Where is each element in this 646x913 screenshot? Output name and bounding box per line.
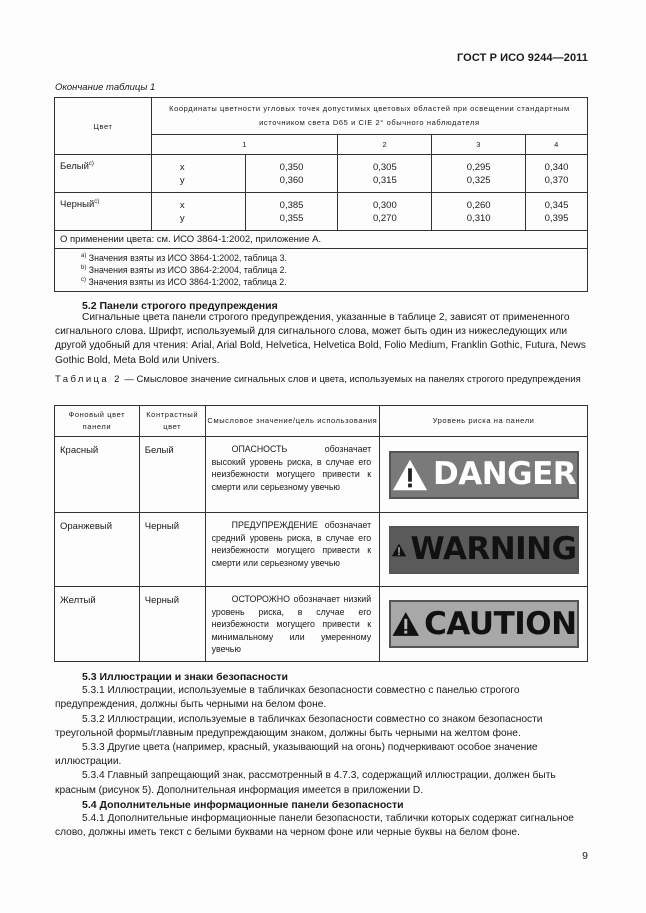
section-5-4-title: 5.4 Дополнительные информационные панели безопасности [82,798,404,811]
table-cell: Черный [139,587,205,662]
table-cell [380,587,588,662]
footnote: $^{a)}$ Значения взяты из ИСО 3864-1:2002, таблица 3. [81,253,287,263]
table-cell: 0,260 0,310 [432,193,526,231]
table-cell [380,437,588,513]
row-name-white: Белый$^{c)}$ [55,155,152,193]
col-header-2: 2 [338,135,432,155]
page-number: 9 [582,850,588,862]
paragraph: 5.3.2 Иллюстрации, используемые в табличках безопасности совместно со знаком безопасности треугольной формы/главным предупреждающим знаком, должны быть черными на желтом фоне. [55,713,543,739]
col-header-1: 1 [151,135,338,155]
table-cell: 0,340 0,370 [526,155,588,193]
table-cell: Оранжевый [55,513,140,587]
t2-header-level: Уровень риска на панели [380,406,588,437]
warning-triangle-icon [391,606,421,642]
t2-header-bg: Фоновый цвет панели [55,406,140,437]
sections-5-3-5-4 [55,670,590,840]
table-cell: 0,305 0,315 [338,155,432,193]
danger-sign [389,451,579,499]
xy-labels: x y [151,193,245,231]
sign-word: CAUTION [424,605,577,642]
col-header-4: 4 [526,135,588,155]
table1-note: О применении цвета: см. ИСО 3864-1:2002, приложение А. [55,231,588,249]
footnote: $^{b)}$ Значения взяты из ИСО 3864-2:2004, таблица 2. [81,265,287,275]
table-cell: Белый [139,437,205,513]
row-name-black: Черный$^{c)}$ [55,193,152,231]
footnote: $^{c)}$ Значения взяты из ИСО 3864-1:2002, таблица 2. [81,277,287,287]
table-cell: ОСТОРОЖНО обозначает низкий уровень риска, в случае его неизбежности могущего привести к минимальному или умеренному увечью [205,587,380,662]
section-5-3-title: 5.3 Иллюстрации и знаки безопасности [82,671,288,683]
xy-labels: x y [151,155,245,193]
caution-sign [389,600,579,648]
table-cell: 0,345 0,395 [526,193,588,231]
paragraph: 5.3.1 Иллюстрации, используемые в табличках безопасности совместно с панелью строгого предупреждения, должны быть черными на белом фоне. [55,685,520,711]
paragraph: 5.4.1 Дополнительные информационные панели безопасности, таблички которых содержат сигнальное слово, должны иметь текст с белыми буквами на черном фоне или черные буквы на белом фоне. [55,813,574,839]
table-cell: ПРЕДУПРЕЖДЕНИЕ обозначает средний уровень риска, в случае его неизбежности могущего привести к смерти или серьезному увечью [205,513,380,587]
t2-header-contrast: Контрастный цвет [139,406,205,437]
sign-word: DANGER [432,456,577,492]
standard-header: ГОСТ Р ИСО 9244—2011 [456,52,588,64]
warning-triangle-icon [391,532,407,568]
table2-caption: Таблица 2 — Смысловое значение сигнальных слов и цвета, используемых на панелях строгого предупреждения [55,374,581,385]
table-cell: 0,350 0,360 [245,155,338,193]
sign-word: WARNING [410,531,577,567]
t2-header-meaning: Смысловое значение/цель использования [205,406,380,437]
table-cell [380,513,588,587]
table-cell: ОПАСНОСТЬ обозначает высокий уровень риска, в случае его неизбежности могущего привести к смерти или серьезному увечью [205,437,380,513]
warning-triangle-icon [391,457,429,493]
table-cell: 0,385 0,355 [245,193,338,231]
table-cell: Желтый [55,587,140,662]
warning-sign [389,526,579,574]
col-color-header: Цвет [55,98,152,155]
table1-caption: Окончание таблицы 1 [55,82,156,93]
col-header-3: 3 [432,135,526,155]
table1-footnotes [55,249,588,292]
coords-header: Координаты цветности угловых точек допустимых цветовых областей при освещении стандартным источником света D65 и CIE 2° обычного наблюдателя [151,98,587,135]
table2 [54,405,588,662]
table-cell: Черный [139,513,205,587]
section-5-2-title: 5.2 Панели строгого предупреждения [82,300,278,312]
paragraph: 5.3.4 Главный запрещающий знак, рассмотренный в 4.7.3, содержащий иллюстрации, должен быть красным (рисунок 5). Дополнительная информация имеется в приложении D. [55,770,556,796]
table-cell: 0,300 0,270 [338,193,432,231]
table-cell: 0,295 0,325 [432,155,526,193]
section-5-2-body: Сигнальные цвета панели строгого предупреждения, указанные в таблице 2, зависят от примененного сигнального слова. Шрифт, используемый для сигнального слова, может быть один из нижеследующих или другой удобный для чтения: Arial, Arial Bold, Helvetica, Helvetica Bold, Folio Medium, Franklin Gothic, Futura, News Gothic Bold, Meta Bold или Univers. [55,312,586,366]
table-cell: Красный [55,437,140,513]
table1 [54,97,588,292]
paragraph: 5.3.3 Другие цвета (например, красный, указывающий на огонь) подчеркивают особое значение иллюстрации. [55,742,538,768]
